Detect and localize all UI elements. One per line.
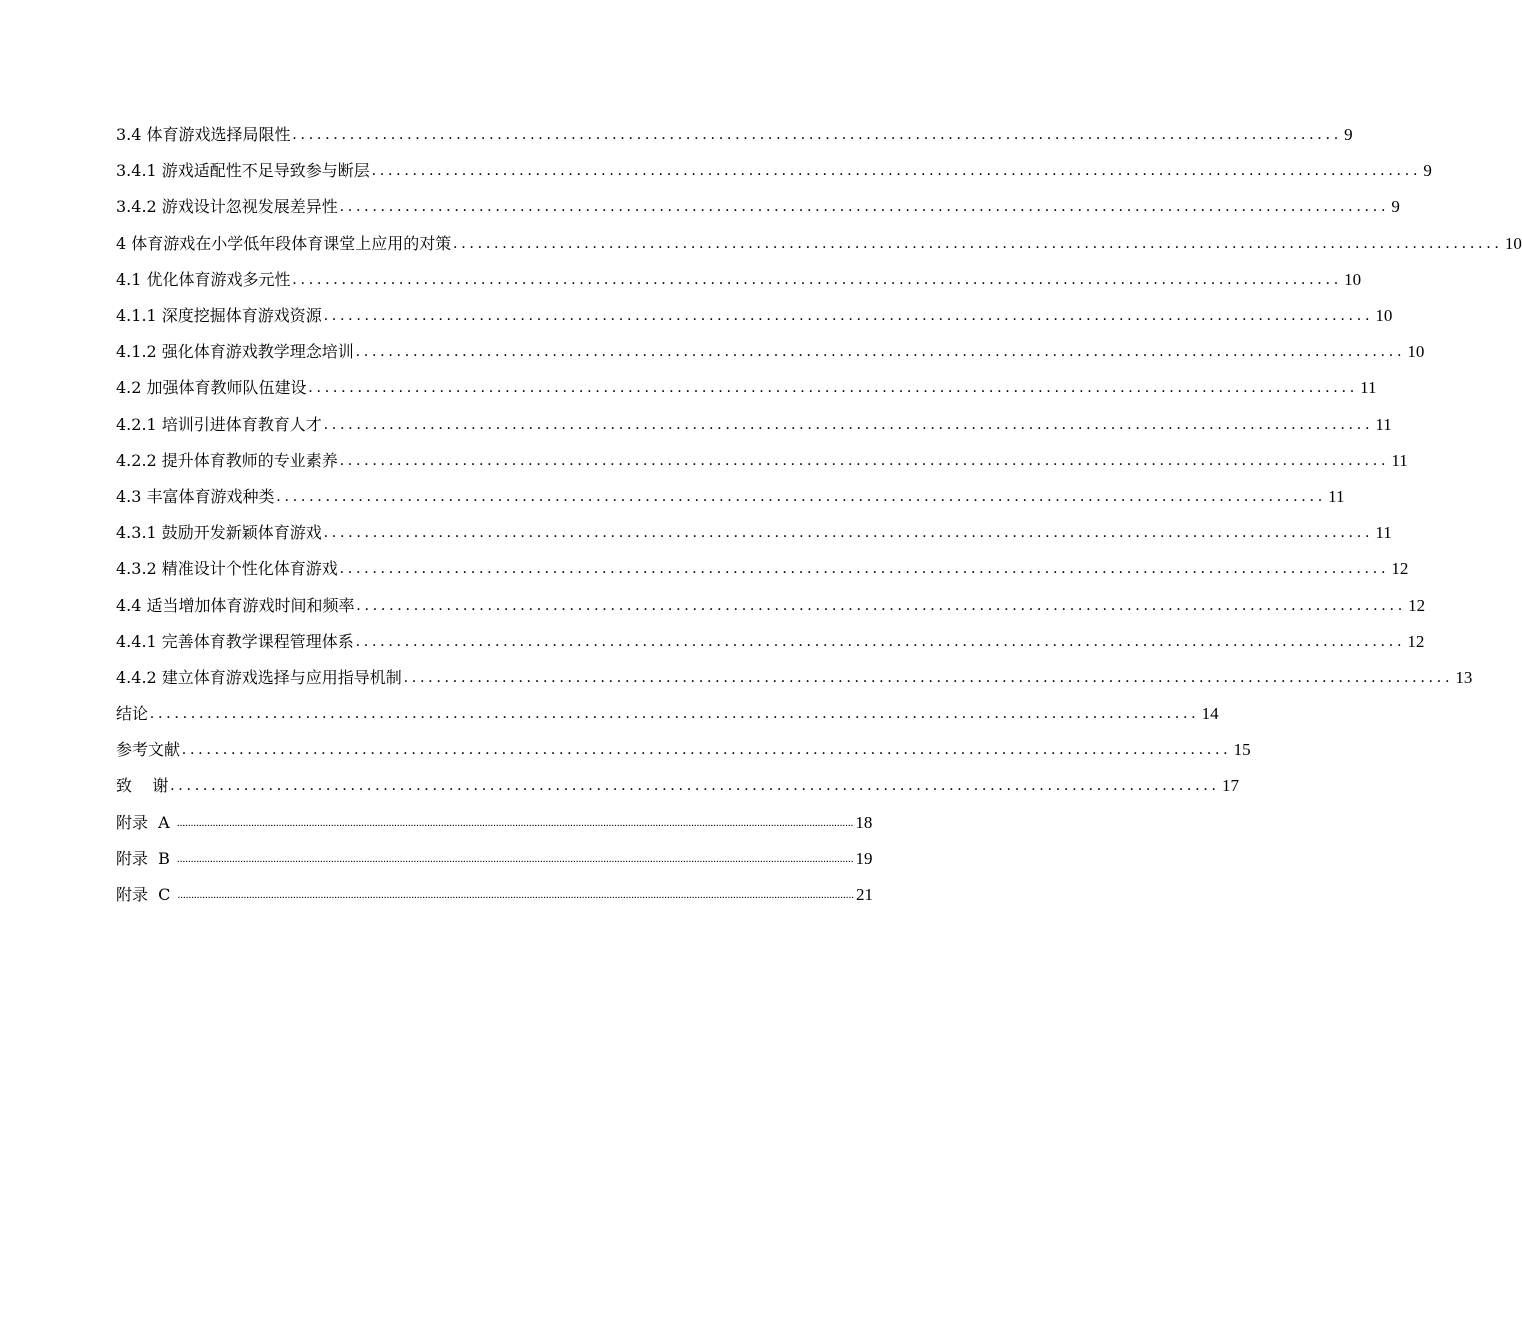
toc-entry[interactable] (116, 805, 873, 841)
toc-entry-label: 4.2 加强体育教师队伍建设 (116, 378, 307, 398)
toc-entry-label: 3.4.1 游戏适配性不足导致参与断层 (116, 161, 370, 181)
toc-entry-label: 4.3.2 精准设计个性化体育游戏 (116, 559, 338, 579)
toc-entry[interactable] (116, 262, 1362, 298)
toc-entry-page: 9 (1391, 197, 1400, 217)
toc-entry[interactable] (116, 515, 1392, 551)
toc-leader-dots: ................................................................................................................................ (339, 451, 1390, 469)
toc-leader-dots: ................................................................................................................................ (339, 560, 1390, 578)
toc-entry[interactable] (116, 551, 1409, 587)
toc-entry-label: 3.4.2 游戏设计忽视发展差异性 (116, 197, 338, 217)
toc-entry[interactable] (116, 189, 1400, 225)
toc-entry-page: 12 (1391, 559, 1409, 579)
toc-entry[interactable] (116, 407, 1392, 443)
toc-leader-dots: ...................................................................................................................................................................................................................................................... (177, 852, 854, 865)
toc-leader-dots: ................................................................................................................................ (356, 596, 1407, 614)
toc-entry[interactable] (116, 696, 1219, 732)
toc-leader-dots: ................................................................................................................................ (453, 234, 1503, 252)
toc-entry-page: 12 (1407, 631, 1425, 651)
toc-leader-dots: ................................................................................................................................ (276, 487, 1327, 505)
toc-leader-dots: ................................................................................................................................ (323, 307, 1374, 325)
toc-entry-label: 附录 A (116, 812, 175, 832)
toc-entry-page: 12 (1408, 595, 1426, 615)
toc-leader-dots: ................................................................................................................................ (292, 270, 1343, 288)
toc-leader-dots: ................................................................................................................................ (170, 777, 1220, 795)
toc-entry-page: 10 (1504, 233, 1522, 253)
toc-entry-label: 4.1.1 深度挖掘体育游戏资源 (116, 306, 322, 326)
toc-leader-dots: ................................................................................................................................ (308, 379, 1359, 397)
toc-entry[interactable] (116, 877, 874, 913)
toc-entry[interactable] (116, 443, 1408, 479)
toc-entry-label: 附录 B (116, 848, 176, 868)
toc-leader-dots: ................................................................................................................................ (355, 632, 1406, 650)
toc-entry[interactable] (116, 479, 1345, 515)
toc-entry[interactable] (116, 660, 1473, 696)
toc-leader-dots: ................................................................................................................................ (150, 705, 1200, 723)
toc-entry-page: 11 (1375, 414, 1392, 434)
toc-entry-label: 4.3.1 鼓励开发新颖体育游戏 (116, 523, 322, 543)
toc-entry[interactable] (116, 587, 1426, 623)
toc-entry[interactable] (116, 768, 1239, 804)
toc-entry-label: 附录 C (116, 885, 176, 905)
toc-entry[interactable] (116, 841, 873, 877)
toc-entry-page: 11 (1375, 523, 1392, 543)
toc-entry[interactable] (116, 117, 1353, 153)
toc-entry-page: 11 (1360, 378, 1377, 398)
toc-leader-dots: ................................................................................................................................ (292, 126, 1343, 144)
toc-entry-label: 4.4.1 完善体育教学课程管理体系 (116, 631, 354, 651)
toc-entry-label: 4.1 优化体育游戏多元性 (116, 269, 291, 289)
toc-leader-dots: ...................................................................................................................................................................................................................................................... (177, 889, 855, 902)
table-of-contents (116, 117, 1522, 913)
toc-entry[interactable] (116, 732, 1251, 768)
toc-entry-label: 4.4 适当增加体育游戏时间和频率 (116, 595, 355, 615)
toc-entry[interactable] (116, 624, 1425, 660)
toc-leader-dots: ................................................................................................................................ (371, 162, 1422, 180)
toc-entry-page: 14 (1201, 704, 1219, 724)
toc-entry[interactable] (116, 334, 1425, 370)
toc-leader-dots: ................................................................................................................................ (323, 415, 1374, 433)
toc-entry-page: 9 (1344, 125, 1353, 145)
toc-entry-page: 10 (1344, 269, 1362, 289)
toc-entry[interactable] (116, 298, 1393, 334)
toc-entry-label: 4.4.2 建立体育游戏选择与应用指导机制 (116, 667, 402, 687)
toc-entry-label: 4.2.1 培训引进体育教育人才 (116, 414, 322, 434)
toc-entry-page: 17 (1221, 776, 1239, 796)
toc-entry-page: 11 (1328, 486, 1345, 506)
toc-entry-page: 10 (1375, 306, 1393, 326)
toc-leader-dots: ................................................................................................................................ (323, 524, 1374, 542)
toc-entry-label: 4.3 丰富体育游戏种类 (116, 486, 275, 506)
toc-entry-label: 3.4 体育游戏选择局限性 (116, 125, 291, 145)
toc-entry-label: 4.2.2 提升体育教师的专业素养 (116, 450, 338, 470)
toc-entry[interactable] (116, 226, 1522, 262)
toc-entry-page: 13 (1455, 667, 1473, 687)
toc-entry-page: 19 (855, 848, 873, 868)
toc-entry-page: 18 (855, 812, 873, 832)
toc-entry-page: 15 (1233, 740, 1251, 760)
toc-entry-label: 4.1.2 强化体育游戏教学理念培训 (116, 342, 354, 362)
toc-entry-label: 4 体育游戏在小学低年段体育课堂上应用的对策 (116, 233, 452, 253)
toc-entry[interactable] (116, 370, 1377, 406)
toc-entry[interactable] (116, 153, 1432, 189)
toc-entry-label: 致 谢 (116, 776, 169, 796)
toc-leader-dots: ................................................................................................................................ (339, 198, 1390, 216)
toc-entry-label: 参考文献 (116, 740, 181, 760)
toc-leader-dots: ................................................................................................................................ (355, 343, 1406, 361)
toc-entry-page: 21 (856, 885, 874, 905)
toc-entry-page: 11 (1391, 450, 1408, 470)
toc-leader-dots: ................................................................................................................................ (403, 668, 1454, 686)
toc-leader-dots: ...................................................................................................................................................................................................................................................... (176, 816, 854, 829)
toc-entry-page: 10 (1407, 342, 1425, 362)
toc-entry-label: 结论 (116, 704, 149, 724)
toc-leader-dots: ................................................................................................................................ (182, 741, 1232, 759)
toc-entry-page: 9 (1423, 161, 1432, 181)
